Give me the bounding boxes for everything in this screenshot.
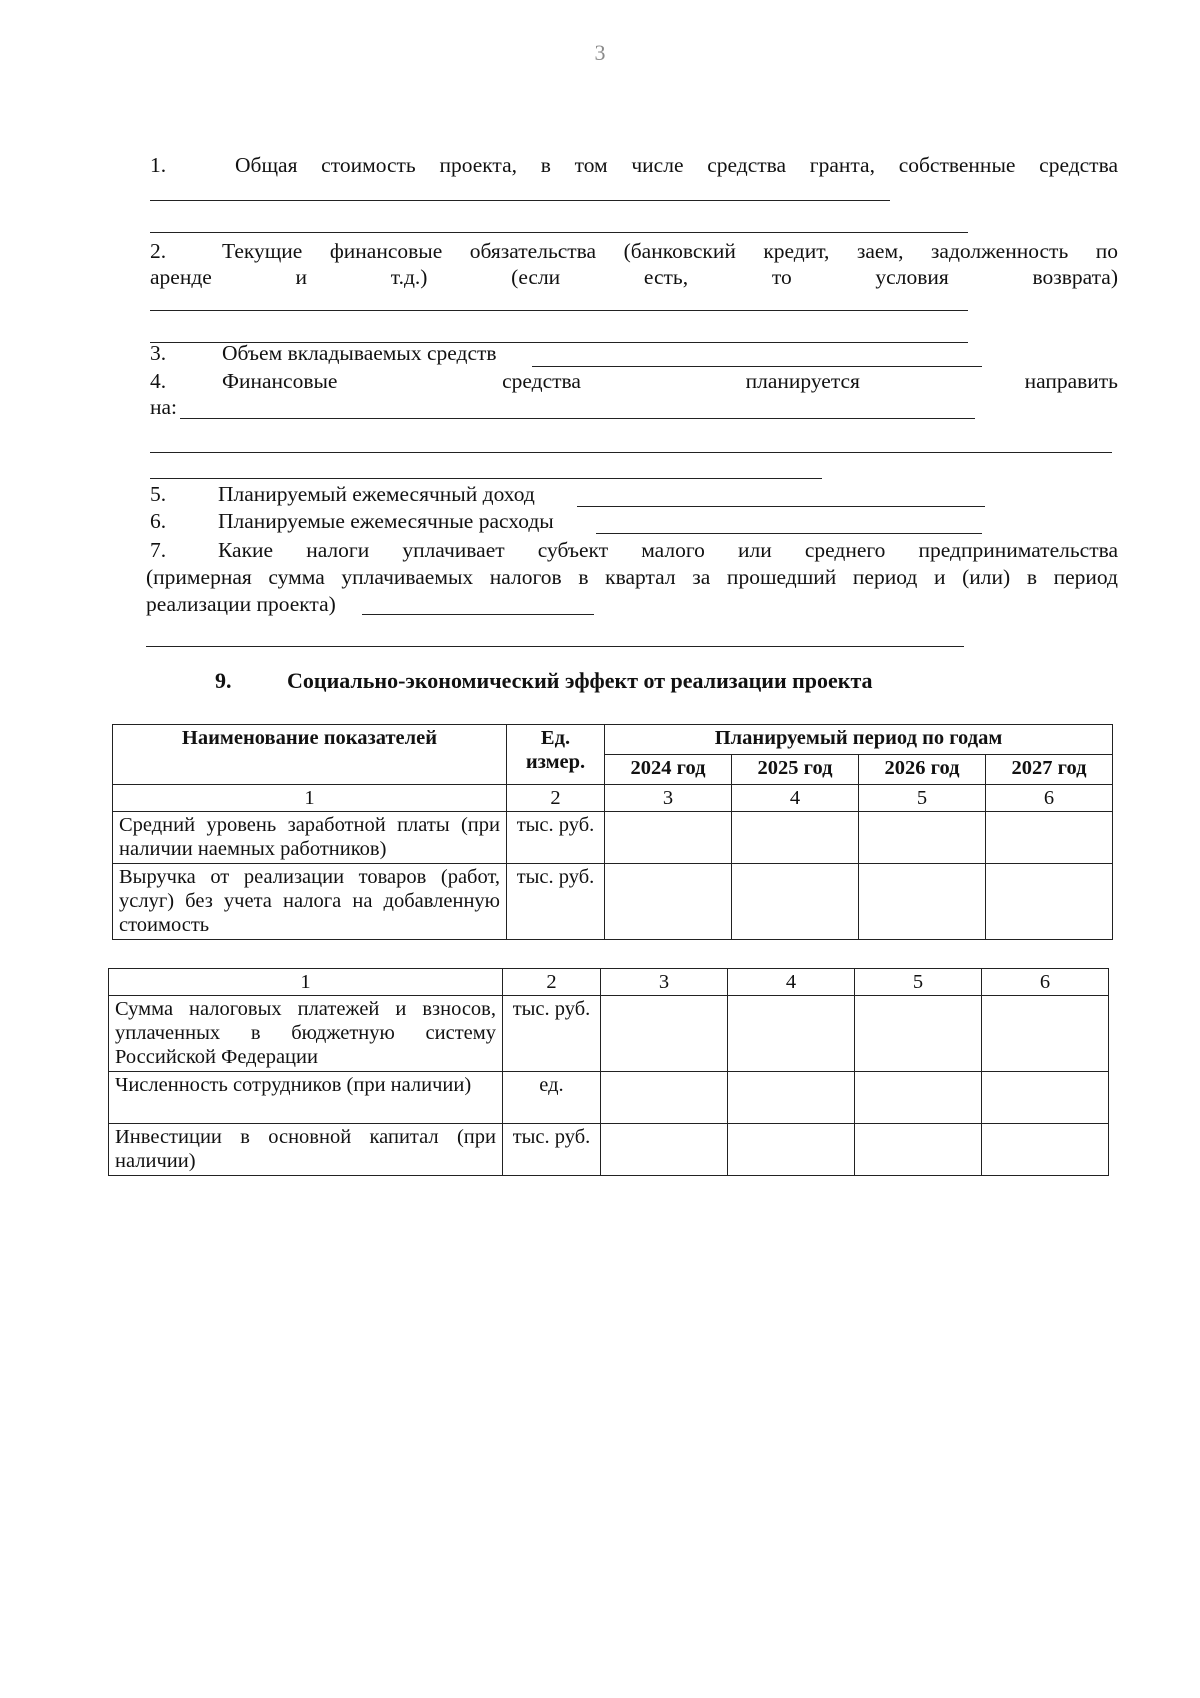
item-7-line-2: (примерная сумма уплачиваемых налогов в квартал за прошедший период и (или) в период xyxy=(146,565,1118,589)
item-3 xyxy=(150,340,1118,368)
item-1-answer-line[interactable] xyxy=(150,200,890,201)
item-1-answer-line[interactable] xyxy=(150,232,968,233)
indicator-name: Средний уровень заработной платы (при наличии наемных работников) xyxy=(113,812,507,864)
section-9-title xyxy=(215,668,873,694)
item-3-text: Объем вкладываемых средств xyxy=(222,341,497,365)
header-year: 2024 год xyxy=(605,755,732,785)
value-cell[interactable] xyxy=(601,996,728,1072)
value-cell[interactable] xyxy=(601,1072,728,1124)
section-9-title-text: Социально-экономический эффект от реализации проекта xyxy=(287,668,873,693)
item-2-line-2: аренде и т.д.) (если есть, то условия возврата) xyxy=(150,265,1118,289)
column-number: 1 xyxy=(113,785,507,812)
header-indicator-name: Наименование показателей xyxy=(113,725,507,785)
value-cell[interactable] xyxy=(732,812,859,864)
column-number: 5 xyxy=(855,969,982,996)
value-cell[interactable] xyxy=(728,996,855,1072)
value-cell[interactable] xyxy=(855,1124,982,1176)
item-3-number: 3. xyxy=(150,341,167,365)
value-cell[interactable] xyxy=(859,864,986,940)
column-number: 3 xyxy=(601,969,728,996)
table-row xyxy=(109,1072,1109,1124)
item-5-number: 5. xyxy=(150,482,167,506)
header-year: 2025 год xyxy=(732,755,859,785)
item-3-answer-line[interactable] xyxy=(532,366,982,367)
item-4 xyxy=(150,368,1118,424)
indicator-name: Выручка от реализации товаров (работ, услуг) без учета налога на добавленную стоимость xyxy=(113,864,507,940)
column-number: 6 xyxy=(986,785,1113,812)
item-4-answer-line[interactable] xyxy=(180,418,975,419)
item-7-answer-line[interactable] xyxy=(362,614,594,615)
indicator-unit: тыс. руб. xyxy=(507,864,605,940)
value-cell[interactable] xyxy=(859,812,986,864)
value-cell[interactable] xyxy=(986,864,1113,940)
header-unit: Ед. измер. xyxy=(507,725,605,785)
value-cell[interactable] xyxy=(855,1072,982,1124)
item-2-answer-line[interactable] xyxy=(150,310,968,311)
item-6-number: 6. xyxy=(150,509,167,533)
table-row xyxy=(113,864,1113,940)
value-cell[interactable] xyxy=(982,1072,1109,1124)
indicator-unit: ед. xyxy=(503,1072,601,1124)
column-number: 1 xyxy=(109,969,503,996)
section-9-number: 9. xyxy=(215,668,232,693)
item-5-text: Планируемый ежемесячный доход xyxy=(218,482,535,506)
value-cell[interactable] xyxy=(855,996,982,1072)
indicator-unit: тыс. руб. xyxy=(503,1124,601,1176)
item-4-answer-line[interactable] xyxy=(150,478,822,479)
table-row xyxy=(113,812,1113,864)
item-1-number: 1. xyxy=(150,153,167,177)
column-number: 5 xyxy=(859,785,986,812)
item-6-text: Планируемые ежемесячные расходы xyxy=(218,509,554,533)
column-number: 4 xyxy=(728,969,855,996)
item-7-line-3: реализации проекта) xyxy=(146,592,336,616)
column-number: 2 xyxy=(503,969,601,996)
value-cell[interactable] xyxy=(986,812,1113,864)
indicator-name: Сумма налоговых платежей и взносов, уплаченных в бюджетную систему Российской Федерации xyxy=(109,996,503,1072)
page-number: 3 xyxy=(594,40,606,65)
item-1 xyxy=(150,152,1118,182)
column-number: 4 xyxy=(732,785,859,812)
value-cell[interactable] xyxy=(982,996,1109,1072)
column-number: 2 xyxy=(507,785,605,812)
item-1-text: Общая стоимость проекта, в том числе средства гранта, собственные средства xyxy=(235,153,1118,177)
indicators-table-2 xyxy=(108,968,1109,1176)
indicators-table-1 xyxy=(112,724,1113,940)
table-row xyxy=(109,1124,1109,1176)
item-2-line-1: Текущие финансовые обязательства (банковский кредит, заем, задолженность по xyxy=(222,239,1118,263)
item-2-number: 2. xyxy=(150,239,167,263)
item-2 xyxy=(150,238,1118,294)
indicator-unit: тыс. руб. xyxy=(507,812,605,864)
value-cell[interactable] xyxy=(728,1072,855,1124)
item-7 xyxy=(146,537,1118,621)
column-number: 6 xyxy=(982,969,1109,996)
column-number: 3 xyxy=(605,785,732,812)
value-cell[interactable] xyxy=(605,812,732,864)
item-6-answer-line[interactable] xyxy=(596,533,982,534)
header-planned-period: Планируемый период по годам xyxy=(605,725,1113,755)
value-cell[interactable] xyxy=(728,1124,855,1176)
indicator-name: Инвестиции в основной капитал (при наличии) xyxy=(109,1124,503,1176)
item-4-answer-line[interactable] xyxy=(150,452,1112,453)
item-5 xyxy=(150,481,1118,509)
value-cell[interactable] xyxy=(982,1124,1109,1176)
item-7-answer-line[interactable] xyxy=(146,646,964,647)
item-5-answer-line[interactable] xyxy=(577,506,985,507)
item-4-line-1: Финансовые средства планируется направить xyxy=(222,369,1118,393)
item-7-number: 7. xyxy=(150,538,167,562)
value-cell[interactable] xyxy=(732,864,859,940)
indicator-name: Численность сотрудников (при наличии) xyxy=(109,1072,503,1124)
header-year: 2026 год xyxy=(859,755,986,785)
item-4-number: 4. xyxy=(150,369,167,393)
item-7-line-1: Какие налоги уплачивает субъект малого или среднего предпринимательства xyxy=(218,538,1118,562)
table-row xyxy=(109,996,1109,1072)
value-cell[interactable] xyxy=(601,1124,728,1176)
indicator-unit: тыс. руб. xyxy=(503,996,601,1072)
header-year: 2027 год xyxy=(986,755,1113,785)
item-6 xyxy=(150,508,1118,536)
item-4-line-2: на: xyxy=(150,395,178,419)
value-cell[interactable] xyxy=(605,864,732,940)
